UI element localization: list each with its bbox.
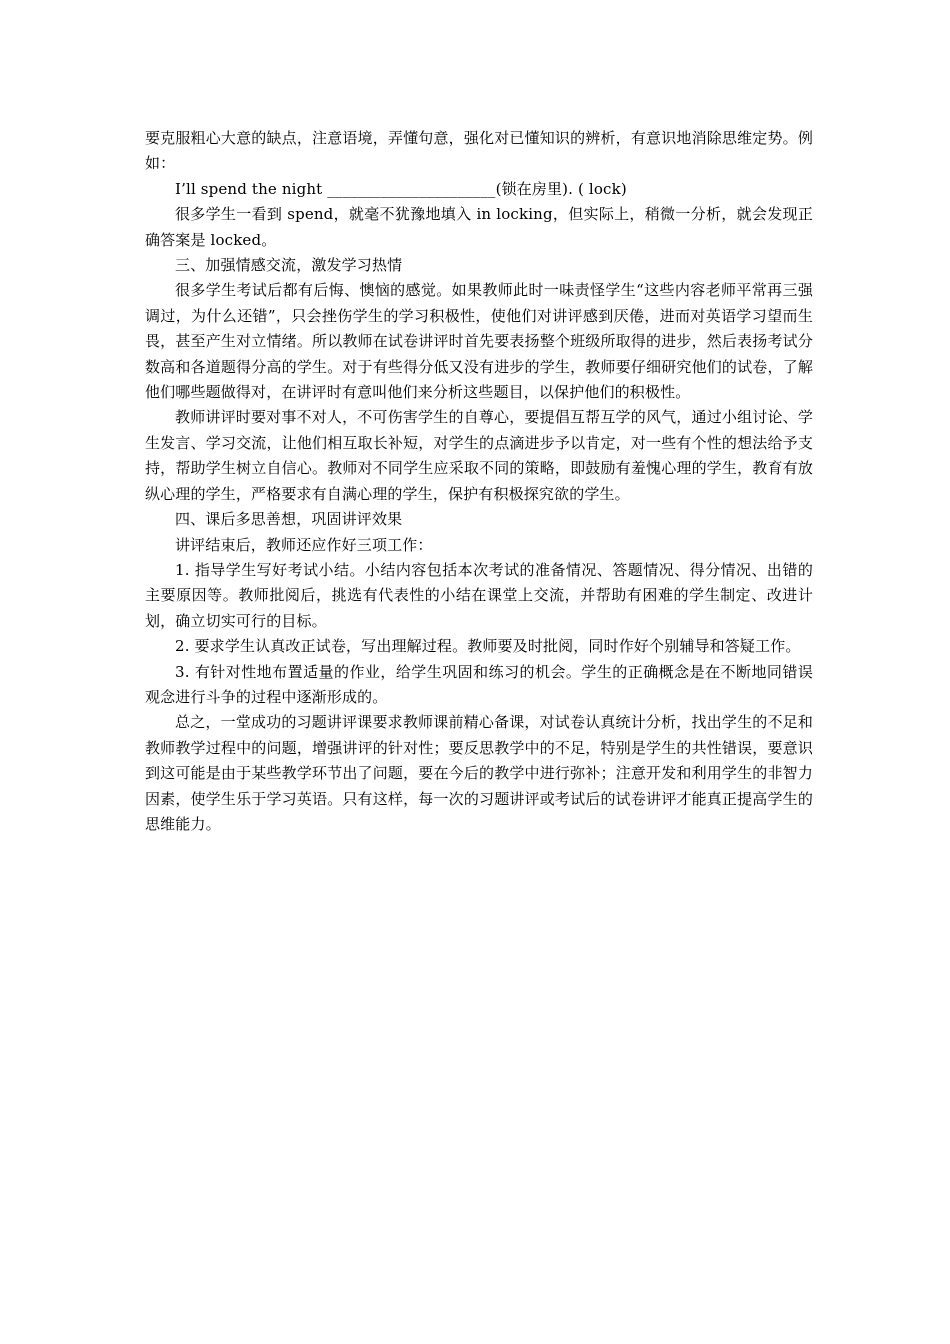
list-item-task-1: 1. 指导学生写好考试小结。小结内容包括本次考试的准备情况、答题情况、得分情况、出错的主要原因等。教师批阅后，挑选有代表性的小结在课堂上交流，并帮助有困难的学生制定、改进计划，确立切实可行的目标。 bbox=[145, 560, 813, 630]
paragraph-conclusion: 总之，一堂成功的习题讲评课要求教师课前精心备课，对试卷认真统计分析，找出学生的不足和教师教学过程中的问题，增强讲评的针对性；要反思教学中的不足，特别是学生的共性错误，要意识到这可能是由于某些教学环节出了问题，要在今后的教学中进行弥补；注意开发和利用学生的非智力因素，使学生乐于学习英语。只有这样，每一次的习题讲评或考试后的试卷讲评才能真正提高学生的思维能力。 bbox=[145, 713, 813, 833]
paragraph-intro-tasks: 讲评结束后，教师还应作好三项工作： bbox=[175, 535, 433, 554]
list-item-task-3: 3. 有针对性地布置适量的作业，给学生巩固和练习的机会。学生的正确概念是在不断地同错误观念进行斗争的过程中逐渐形成的。 bbox=[145, 662, 813, 706]
paragraph-emotion-2: 教师讲评时要对事不对人，不可伤害学生的自尊心，要提倡互帮互学的风气，通过小组讨论、学生发言、学习交流，让他们相互取长补短，对学生的点滴进步予以肯定，对一些有个性的想法给予支持，帮助学生树立自信心。教师对不同学生应采取不同的策略，即鼓励有羞愧心理的学生，教育有放纵心理的学生，严格要求有自满心理的学生，保护有积极探究欲的学生。 bbox=[145, 408, 813, 503]
section-heading-4: 四、课后多思善想，巩固讲评效果 bbox=[175, 510, 403, 529]
paragraph-example-sentence: I’ll spend the night ______________________(锁在房里). ( lock) bbox=[175, 179, 627, 198]
section-heading-3: 三、加强情感交流，激发学习热情 bbox=[175, 256, 403, 275]
paragraph-continuation: 要克服粗心大意的缺点，注意语境，弄懂句意，强化对已懂知识的辨析，有意识地消除思维定势。例如： bbox=[145, 129, 813, 173]
paragraph-emotion-1: 很多学生考试后都有后悔、懊恼的感觉。如果教师此时一味责怪学生“这些内容老师平常再三强调过，为什么还错”，只会挫伤学生的学习积极性，使他们对讲评感到厌倦，进而对英语学习望而生畏，甚至产生对立情绪。所以教师在试卷讲评时首先要表扬整个班级所取得的进步，然后表扬考试分数高和各道题得分高的学生。对于有些得分低又没有进步的学生，教师要仔细研究他们的试卷，了解他们哪些题做得对，在讲评时有意叫他们来分析这些题目，以保护他们的积极性。 bbox=[145, 281, 813, 402]
list-item-task-2: 2. 要求学生认真改正试卷，写出理解过程。教师要及时批阅，同时作好个别辅导和答疑工作。 bbox=[175, 637, 801, 656]
paragraph-example-analysis: 很多学生一看到 spend，就毫不犹豫地填入 in locking，但实际上，稍微一分析，就会发现正确答案是 locked。 bbox=[145, 205, 813, 249]
document-page bbox=[145, 126, 813, 837]
